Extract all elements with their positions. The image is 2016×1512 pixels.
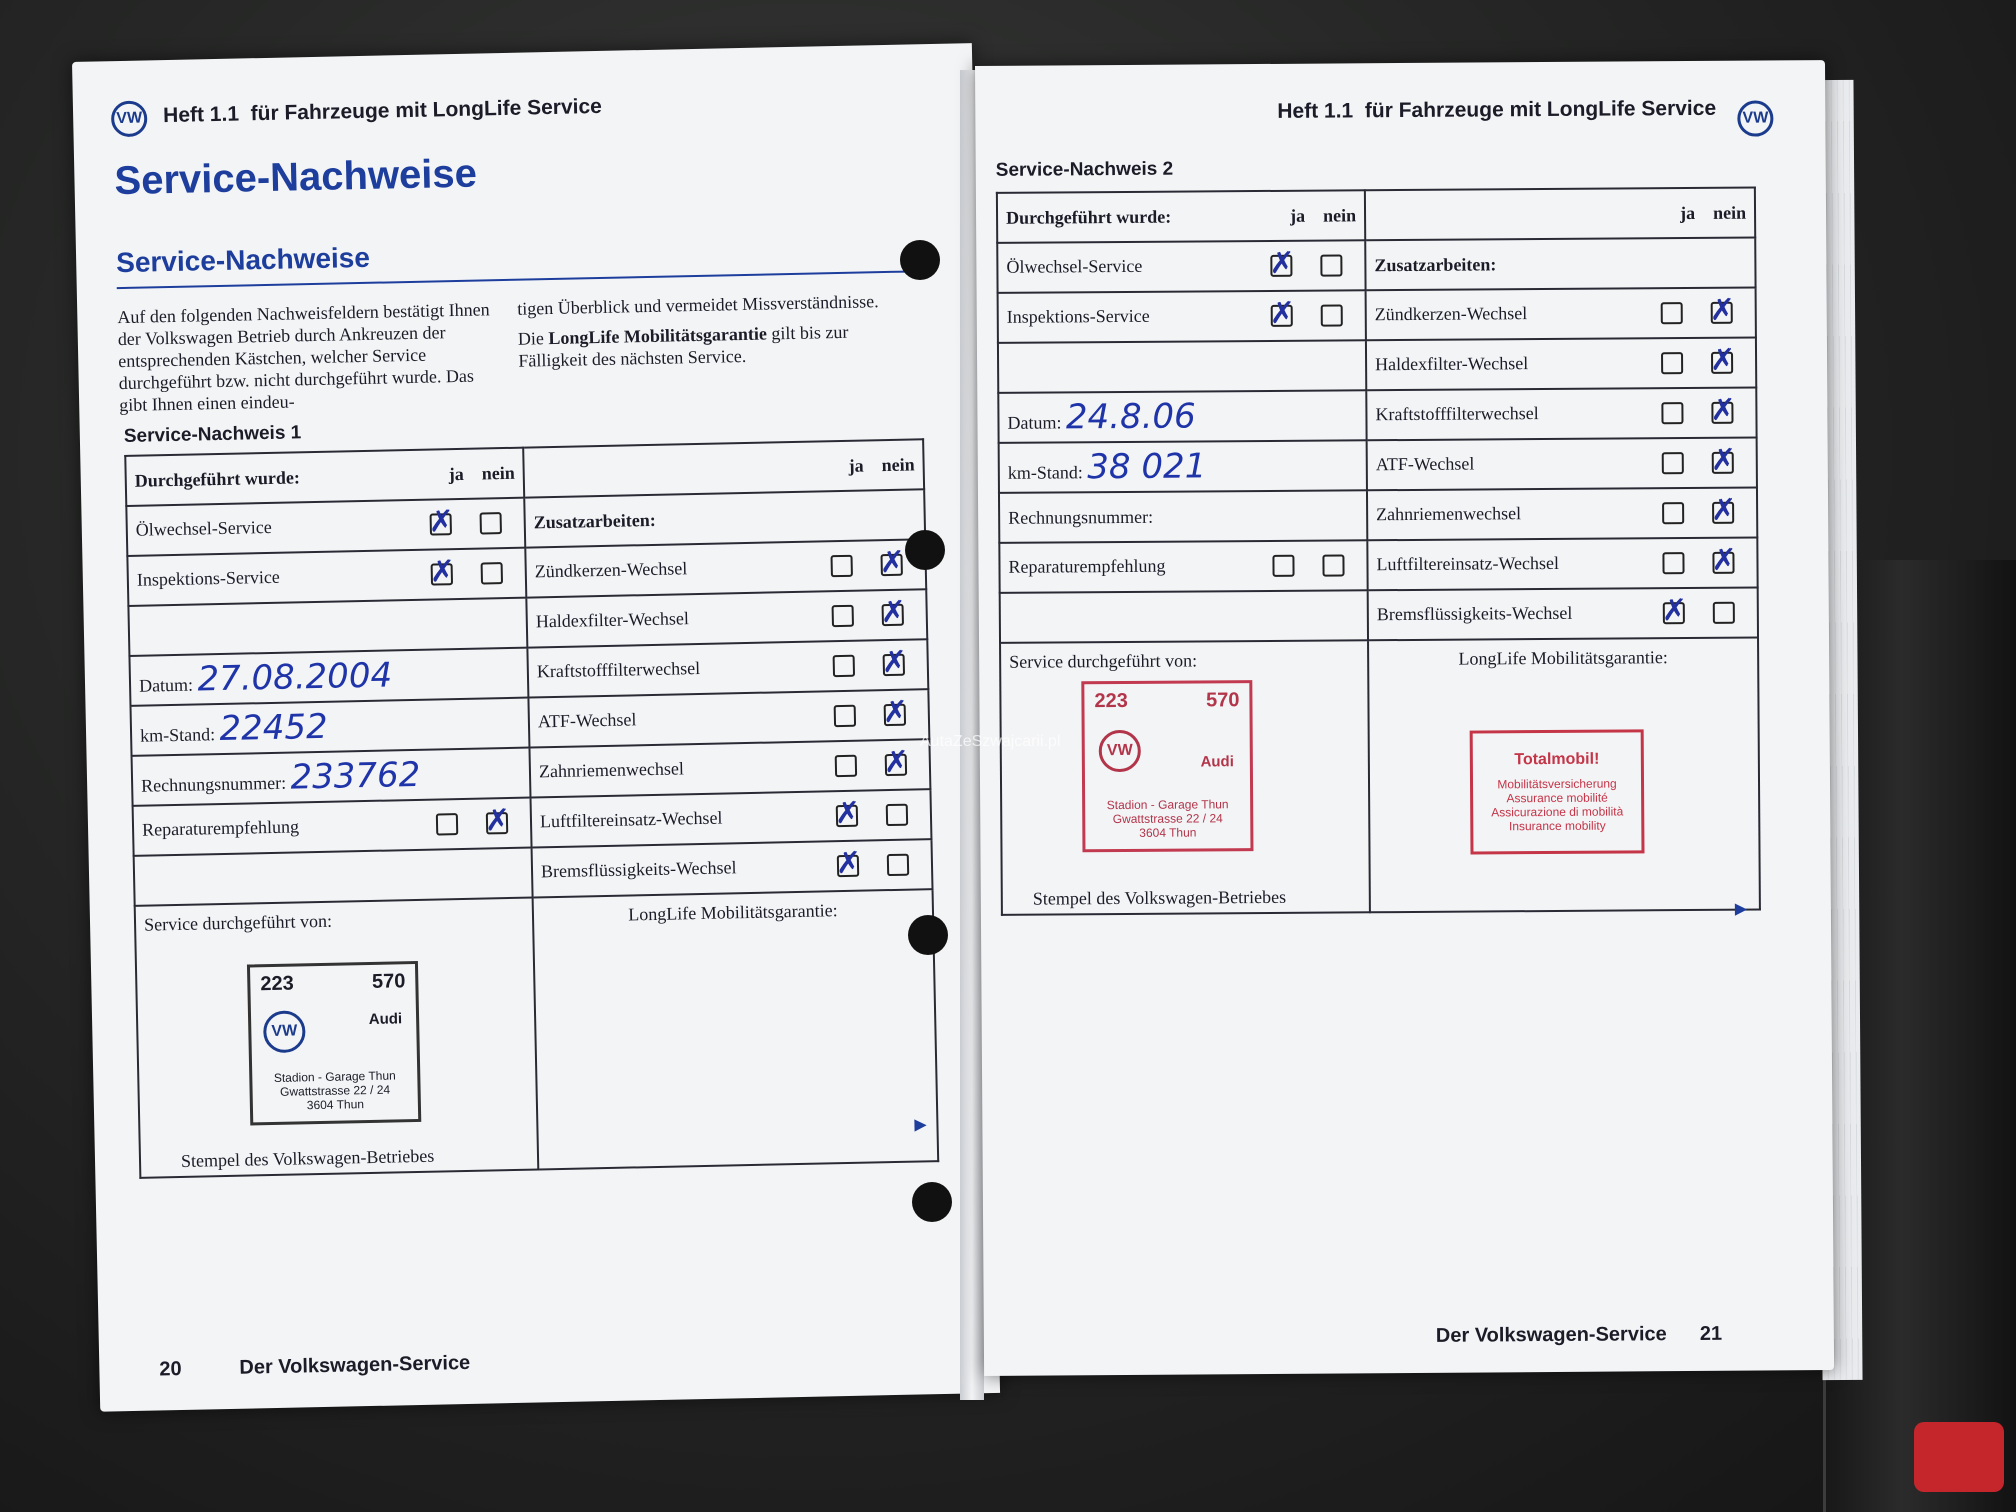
oil-service-label: Ölwechsel-Service <box>135 516 272 540</box>
audi-logo: Audi <box>1200 753 1234 771</box>
brake-fluid-label: Bremsflüssigkeits-Wechsel <box>540 856 737 881</box>
spark-plug-label: Zündkerzen-Wechsel <box>534 557 688 581</box>
service-record-2-table: Durchgeführt wurde: ja nein ja nein Ölwechsel-Service ✗ Zusatzarbeiten: Inspektions-Service ✗ Zündkerzen-Wechsel ✗ Haldexfilter-Wechsel ✗ Datum: 24.8.06 Kraftstofffilterwechsel ✗ km-Stand: 38 021 ATF-Wechsel ✗ Rechnungsnummer: Zahnriemenwechsel ✗ Reparaturempfehlung Luftfiltereinsatz-Wechsel ✗ Bremsflüssigkeits-Wechsel ✗ Service durchgeführt von: 223 570 VW Audi Stadion - Garage Thun Gwattstrasse 22 / 24 3604 Thun Stempel des Volkswagen-Betriebes LongLife Mobilitätsgarantie: Totalmobil! Mobilitätsversicherung Assurance mobilité Assicurazione di mobilità Insurance mobility <box>996 187 1761 916</box>
totalmobil-stamp: Totalmobil! Mobilitätsversicherung Assurance mobilité Assicurazione di mobilità Insurance mobility <box>1470 729 1645 854</box>
next-page-arrow-icon: ▶ <box>1734 900 1748 918</box>
vw-logo-icon: VW <box>1737 100 1773 136</box>
performed-label: Durchgeführt wurde: <box>134 466 301 491</box>
oil-yes-checkbox[interactable] <box>1270 255 1292 277</box>
km-value-2: 38 021 <box>1087 446 1207 488</box>
atf-yes-checkbox[interactable] <box>1662 452 1684 474</box>
air-yes-checkbox[interactable] <box>836 805 858 827</box>
spark-yes-checkbox[interactable] <box>1661 303 1683 325</box>
spark-yes-checkbox[interactable] <box>831 555 853 577</box>
belt-yes-checkbox[interactable] <box>1662 502 1684 524</box>
seatbelt-buckle <box>1914 1422 2004 1492</box>
binder-hole <box>912 1182 952 1222</box>
dealer-stamp: 223 570 VW Audi Stadion - Garage Thun Gwattstrasse 22 / 24 3604 Thun <box>247 961 421 1126</box>
spark-no-checkbox[interactable] <box>1711 302 1733 324</box>
section-title: Service-Nachweise <box>115 241 371 279</box>
page-header: Heft 1.1 für Fahrzeuge mit LongLife Service <box>162 94 603 128</box>
binder-hole <box>908 915 948 955</box>
brake-yes-checkbox[interactable] <box>837 855 859 877</box>
audi-logo: Audi <box>368 1010 403 1028</box>
page-header-right: Heft 1.1 für Fahrzeuge mit LongLife Service <box>1277 96 1717 123</box>
fuel-yes-checkbox[interactable] <box>833 655 855 677</box>
atf-no-checkbox[interactable] <box>1712 452 1734 474</box>
haldex-label: Haldexfilter-Wechsel <box>535 607 690 631</box>
haldex-yes-checkbox[interactable] <box>832 605 854 627</box>
atf-no-checkbox[interactable] <box>884 704 906 726</box>
spark-no-checkbox[interactable] <box>880 554 902 576</box>
brake-yes-checkbox[interactable] <box>1663 602 1685 624</box>
dealer-stamp-red: 223 570 VW Audi Stadion - Garage Thun Gwattstrasse 22 / 24 3604 Thun <box>1081 680 1253 852</box>
fuel-no-checkbox[interactable] <box>1711 402 1733 424</box>
repair-yes-checkbox[interactable] <box>436 814 458 836</box>
page-title: Service-Nachweise <box>114 151 478 204</box>
binder-hole <box>905 530 945 570</box>
belt-no-checkbox[interactable] <box>885 754 907 776</box>
record-2-title: Service-Nachweis 2 <box>995 158 1174 181</box>
inspection-service-label: Inspektions-Service <box>136 566 280 590</box>
haldex-yes-checkbox[interactable] <box>1661 353 1683 375</box>
air-no-checkbox[interactable] <box>1712 552 1734 574</box>
fuel-filter-label: Kraftstofffilterwechsel <box>536 657 701 681</box>
fuel-no-checkbox[interactable] <box>883 654 905 676</box>
inspection-no-checkbox[interactable] <box>481 563 503 585</box>
km-value: 22452 <box>219 706 329 750</box>
oil-no-checkbox[interactable] <box>1320 255 1342 277</box>
intro-column-2: tigen Überblick und vermeidet Missverständnisse. Die LongLife Mobilitätsgarantie gilt bis zur Fälligkeit des nächsten Service. <box>517 291 879 371</box>
date-value-2: 24.8.06 <box>1065 396 1196 438</box>
km-label: km-Stand: <box>139 724 216 746</box>
belt-no-checkbox[interactable] <box>1712 502 1734 524</box>
left-page <box>72 43 1000 1412</box>
brake-no-checkbox[interactable] <box>887 854 909 876</box>
invoice-value: 233762 <box>290 754 421 798</box>
mobility-guarantee-label: LongLife Mobilitätsgarantie: <box>628 900 838 925</box>
fuel-yes-checkbox[interactable] <box>1661 403 1683 425</box>
belt-yes-checkbox[interactable] <box>835 755 857 777</box>
brake-no-checkbox[interactable] <box>1713 602 1735 624</box>
invoice-label: Rechnungsnummer: <box>140 772 287 796</box>
intro-column-1: Auf den folgenden Nachweisfeldern bestätigt Ihnen der Volkswagen Betrieb durch Ankreuzen der entsprechenden Kästchen, welcher Service durchgeführt bzw. nicht durchgeführt wurde. Das gibt Ihnen einen eindeu- <box>117 299 490 416</box>
record-1-title: Service-Nachweis 1 <box>123 422 302 447</box>
inspection-yes-checkbox[interactable] <box>431 564 453 586</box>
next-page-arrow-icon: ▶ <box>914 1116 927 1134</box>
vw-stamp-icon: VW <box>1099 730 1141 772</box>
extra-work-label: Zusatzarbeiten: <box>524 489 925 547</box>
repair-no-checkbox[interactable] <box>486 812 508 834</box>
repair-yes-checkbox[interactable] <box>1272 555 1294 577</box>
atf-label: ATF-Wechsel <box>537 708 637 731</box>
haldex-no-checkbox[interactable] <box>1711 352 1733 374</box>
haldex-no-checkbox[interactable] <box>882 604 904 626</box>
timing-belt-label: Zahnriemenwechsel <box>538 757 685 781</box>
vw-logo-icon: VW <box>111 100 148 137</box>
page-number-left: 20 <box>159 1357 182 1381</box>
repair-no-checkbox[interactable] <box>1322 555 1344 577</box>
footer-left: Der Volkswagen-Service <box>239 1351 471 1379</box>
service-record-1-table: Durchgeführt wurde: ja nein ja nein Ölwechsel-Service ✗ Zusatzarbeiten: Inspektions-Service ✗ Zündkerzen-Wechsel ✗ Haldexfilter-Wechsel ✗ Datum: 27.08.2004 Kraftstofffilterwechsel ✗ km-Stand: 22452 ATF-Wechsel ✗ Rechnungsnummer: 233762 Zahnriemenwechsel ✗ Reparaturempfehlung ✗ Luftfiltereinsatz-Wechsel ✗ Bremsflüssigkeits-Wechsel ✗ Service durchgeführt von: 223 570 VW Audi Stadion - Garage Thun Gwattstrasse 22 / 24 3604 Thun Stempel des Volkswagen-Betriebes LongLife Mobilitätsgarantie: <box>124 438 939 1179</box>
watermark: AutaZeSzwajcarii.pl <box>920 733 1061 750</box>
inspection-yes-checkbox[interactable] <box>1271 305 1293 327</box>
stamp-caption: Stempel des Volkswagen-Betriebes <box>180 1145 435 1171</box>
inspection-no-checkbox[interactable] <box>1321 305 1343 327</box>
date-value: 27.08.2004 <box>197 655 393 700</box>
air-filter-label: Luftfiltereinsatz-Wechsel <box>539 807 723 831</box>
right-page <box>975 60 1834 1376</box>
page-number-right: 21 <box>1699 1322 1723 1345</box>
date-label: Datum: <box>138 674 194 696</box>
atf-yes-checkbox[interactable] <box>834 705 856 727</box>
air-no-checkbox[interactable] <box>886 804 908 826</box>
done-by-label: Service durchgeführt von: <box>143 910 333 935</box>
footer-right: Der Volkswagen-Service <box>1435 1323 1667 1347</box>
repair-label: Reparaturempfehlung <box>141 815 300 840</box>
air-yes-checkbox[interactable] <box>1662 552 1684 574</box>
binder-hole <box>900 240 940 280</box>
oil-no-checkbox[interactable] <box>480 513 502 535</box>
oil-yes-checkbox[interactable] <box>430 514 452 536</box>
vw-stamp-icon: VW <box>263 1010 306 1053</box>
